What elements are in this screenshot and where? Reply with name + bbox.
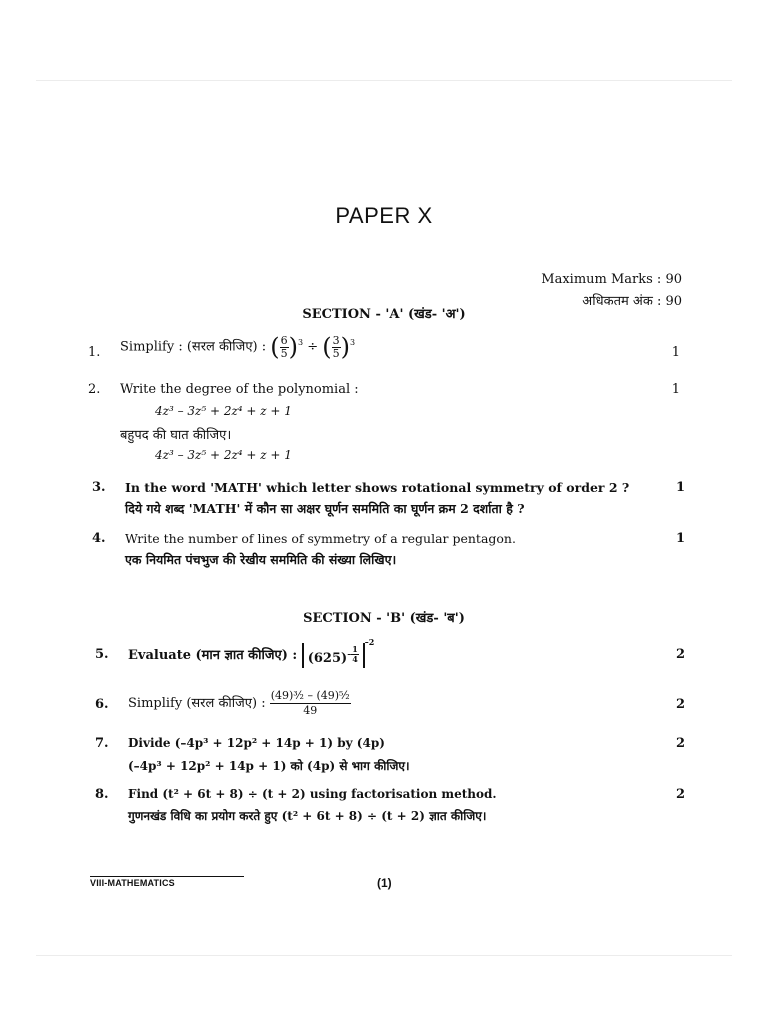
outer-exponent: –2 [364,637,375,647]
question-marks: 2 [675,787,685,802]
fraction [280,335,289,360]
question-marks: 1 [671,345,680,360]
numerator: 3 [332,333,340,347]
question-text: Evaluate (मान ज्ञात कीजिए) : [128,648,298,663]
polynomial-expression: 4z³ – 3z⁵ + 2z⁴ + z + 1 [155,404,292,418]
section-a-heading: SECTION - 'A' (खंड- 'अ') [302,307,466,322]
question-text: Find (t² + 6t + 8) ÷ (t + 2) using factorisation method. [128,787,497,801]
question-marks: 2 [675,736,685,751]
page-number: (1) [377,876,392,890]
question-number: 4. [92,531,106,546]
polynomial-expression: 4z³ – 3z⁵ + 2z⁴ + z + 1 [155,448,292,462]
question-text: Divide (–4p³ + 12p² + 14p + 1) by (4p) [128,736,385,750]
open-paren: ( [270,333,280,361]
question-text: Simplify : (सरल कीजिए) : [120,339,267,355]
question-number: 7. [95,736,109,751]
numerator: 6 [280,333,288,347]
divide-operator: ÷ [307,339,319,355]
max-marks-hindi: अधिकतम अंक : 90 [582,294,682,309]
question-1-text [120,333,355,361]
question-marks: 2 [675,647,685,662]
question-number: 6. [95,697,109,712]
close-paren: ) [340,333,351,361]
question-number: 2. [88,382,101,397]
numerator: (49)³⁄₂ – (49)⁵⁄₂ [270,689,350,702]
question-text: Write the degree of the polynomial : [120,382,359,397]
top-divider [36,80,732,81]
paper-title: PAPER X [335,203,433,228]
base-value: (625) [307,650,348,666]
exponent-fraction [351,645,359,664]
exponent: 3 [350,338,356,348]
question-marks: 1 [671,382,680,397]
section-b-heading: SECTION - 'B' (खंड- 'ब') [303,611,465,626]
expression-bracket [302,643,365,668]
exponent-sign: – [347,648,352,659]
question-number: 8. [95,787,109,802]
question-text-hindi: एक नियमित पंचभुज की रेखीय सममिति की संख्या लिखिए। [125,552,397,567]
question-text-hindi: गुणनखंड विधि का प्रयोग करते हुए (t² + 6t + 8) ÷ (t + 2) ज्ञात कीजिए। [128,809,487,823]
denominator: 49 [303,704,318,717]
question-number: 5. [95,647,109,662]
footer-rule [90,876,244,877]
max-marks-english: Maximum Marks : 90 [541,272,682,287]
fraction [270,689,351,718]
question-marks: 2 [675,697,685,712]
question-text: In the word 'MATH' which letter shows rotational symmetry of order 2 ? [125,480,630,495]
question-5-text [128,637,374,668]
question-6-text [128,689,351,718]
denominator: 5 [280,346,288,360]
question-text-hindi: दिये गये शब्द 'MATH' में कौन सा अक्षर घूर्णन सममिति का घूर्णन क्रम 2 दर्शाता है ? [125,501,525,516]
question-marks: 1 [675,531,685,546]
open-paren: ( [322,333,332,361]
bottom-divider [36,955,732,956]
question-text: Simplify (सरल कीजिए) : [128,696,266,711]
question-text: Write the number of lines of symmetry of a regular pentagon. [125,531,516,546]
inner-exponent [347,644,359,665]
question-text-hindi: बहुपद की घात कीजिए। [120,428,232,443]
question-number: 3. [92,480,106,495]
question-number: 1. [88,345,101,360]
question-text-hindi: (–4p³ + 12p² + 14p + 1) को (4p) से भाग कीजिए। [128,759,410,773]
question-marks: 1 [675,480,685,495]
denominator: 5 [332,346,340,360]
exponent: 3 [297,338,304,348]
numerator: 1 [352,644,358,655]
fraction [332,335,341,360]
footer-subject: VIII-MATHEMATICS [90,878,175,888]
close-paren: ) [288,333,298,361]
denominator: 4 [352,654,358,665]
